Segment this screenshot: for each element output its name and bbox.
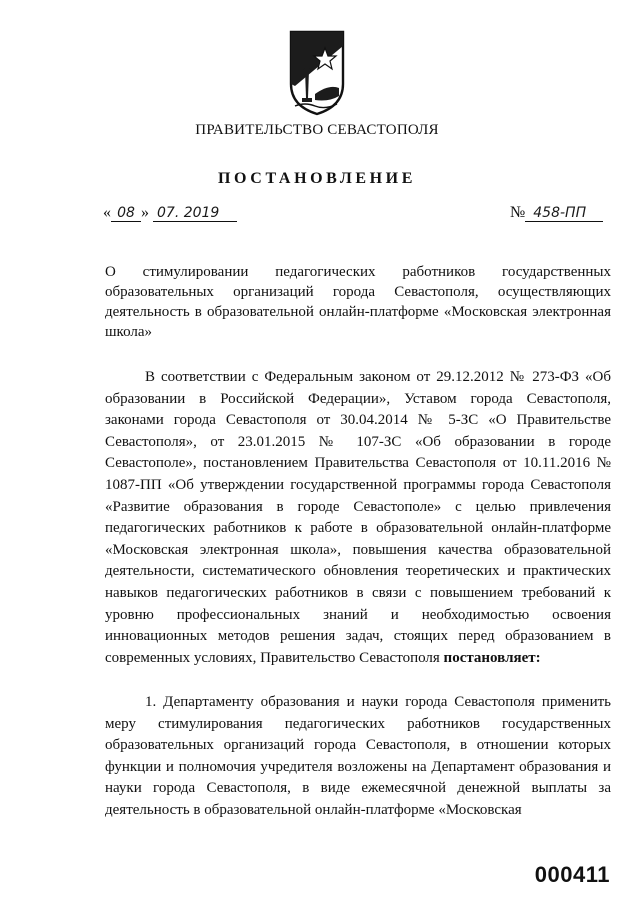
document-date [103, 204, 237, 222]
preamble-paragraph [105, 367, 611, 669]
organization-title: ПРАВИТЕЛЬСТВО СЕВАСТОПОЛЯ [195, 122, 439, 138]
resolves-keyword: постановляет: [443, 649, 541, 666]
document-subject: О стимулировании педагогических работников государственных образовательных организаций города Севастополя, осуществляющих деятельность в образовательной онлайн-платформе «Московская электронная школа» [105, 264, 611, 340]
date-day: 08 [111, 205, 141, 222]
page-number-stamp: 000411 [534, 862, 610, 887]
document-number [510, 204, 603, 222]
clause-1-paragraph: 1. Департаменту образования и науки города Севастополя применить меру стимулирования педагогических работников государственных образовательных организаций города Севастополя, в отношении которых функции и полномочия учредителя возложены на Департамент образования и науки города Севастополя, в виде ежемесячной денежной выплаты за деятельность в образовательной онлайн-платформе «Московская [105, 694, 611, 818]
number-sign: № [510, 204, 526, 221]
number-value: 458-ПП [525, 205, 603, 222]
sevastopol-coat-of-arms-icon [285, 26, 349, 118]
preamble-text: В соответствии с Федеральным законом от 29.12.2012 № 273-ФЗ «Об образовании в Российской Федерации», Уставом города Севастополя, законами города Севастополя от 30.04.2014 № 5-ЗС «О Правительстве Севастополя», от 23.01.2015 № 107-ЗС «Об образовании в городе Севастополе», постановлением Правительства Севастополя от 10.11.2016 № 1087-ПП «Об утверждении государственной программы города Севастополя «Развитие образования в городе Севастополе» с целью привлечения педагогических работников к работе в образовательной онлайн-платформе «Московская электронная школа», повышения качества образовательной деятельности, систематического обновления теоретических и практических навыков педагогических работников в связи с повышением требований к уровню профессиональных знаний и необходимостью освоения инновационных методов решения задач, стоящих перед образованием в современных условиях, Правительство Севастополя [105, 369, 611, 666]
date-close-quote: » [141, 204, 149, 221]
date-open-quote: « [103, 204, 111, 221]
document-type-heading: ПОСТАНОВЛЕНИЕ [218, 170, 416, 187]
date-month-year: 07. 2019 [153, 205, 237, 222]
